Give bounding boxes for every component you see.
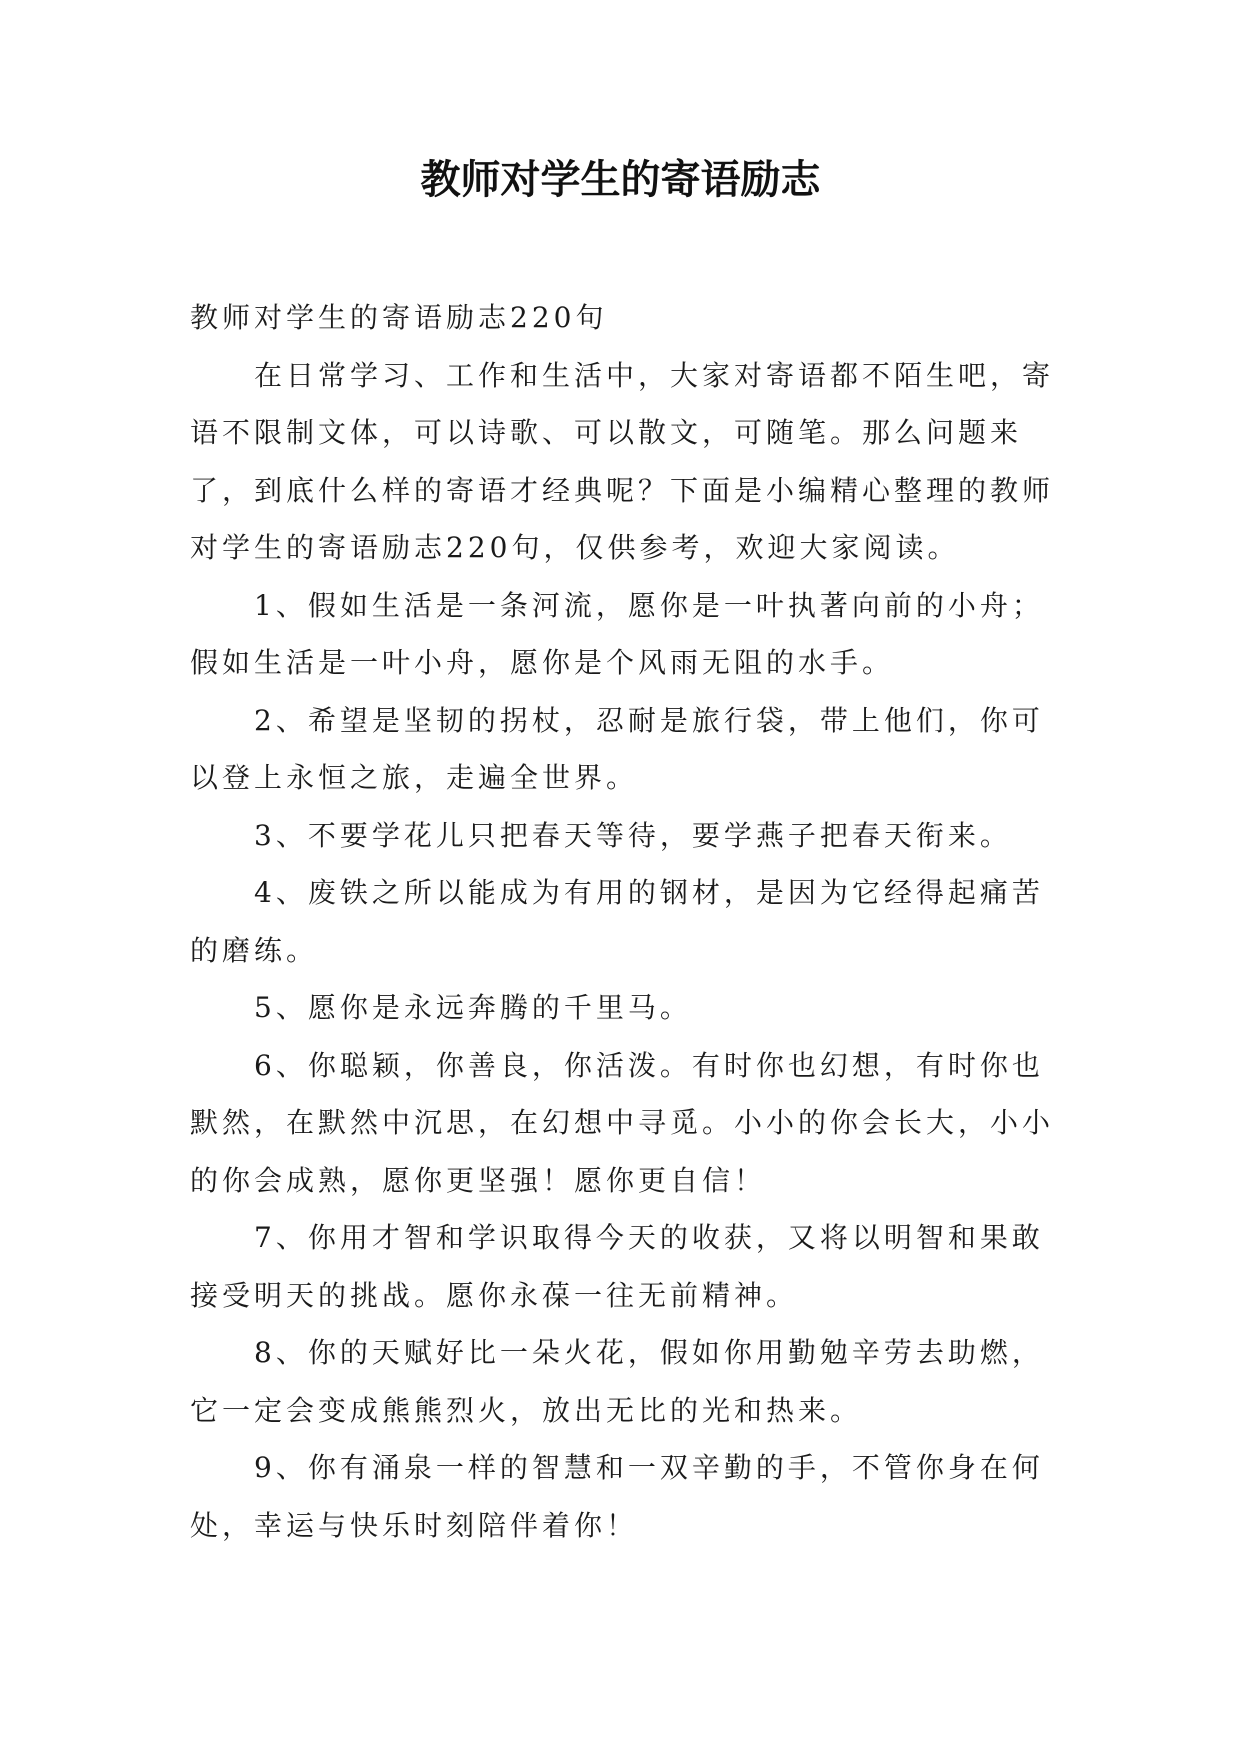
quote-paragraph: 2、希望是坚韧的拐杖，忍耐是旅行袋，带上他们，你可以登上永恒之旅，走遍全世界。	[190, 703, 1044, 794]
document-body	[190, 289, 1054, 1554]
quote-paragraph: 3、不要学花儿只把春天等待，要学燕子把春天衔来。	[254, 818, 1012, 852]
quote-paragraph: 6、你聪颖，你善良，你活泼。有时你也幻想，有时你也默然，在默然中沉思，在幻想中寻觅。小小的你会长大，小小的你会成熟，愿你更坚强！愿你更自信！	[190, 1048, 1055, 1197]
intro-paragraph: 在日常学习、工作和生活中，大家对寄语都不陌生吧，寄语不限制文体，可以诗歌、可以散文，可随笔。那么问题来了，到底什么样的寄语才经典呢？下面是小编精心整理的教师对学生的寄语励志220句，仅供参考，欢迎大家阅读。	[190, 358, 1055, 564]
document-title: 教师对学生的寄语励志	[420, 157, 821, 203]
quote-paragraph: 9、你有涌泉一样的智慧和一双辛勤的手，不管你身在何处，幸运与快乐时刻陪伴着你！	[190, 1451, 1044, 1542]
quote-paragraph: 5、愿你是永远奔腾的千里马。	[254, 991, 692, 1024]
quote-paragraph: 7、你用才智和学识取得今天的收获，又将以明智和果敢接受明天的挑战。愿你永葆一往无前精神。	[190, 1221, 1044, 1312]
quote-paragraph: 4、废铁之所以能成为有用的钢材，是因为它经得起痛苦的磨练。	[190, 876, 1044, 967]
quote-paragraph: 8、你的天赋好比一朵火花，假如你用勤勉辛劳去助燃，它一定会变成熊熊烈火，放出无比的光和热来。	[190, 1336, 1044, 1427]
document-subtitle: 教师对学生的寄语励志220句	[190, 301, 608, 334]
quote-paragraph: 1、假如生活是一条河流，愿你是一叶执著向前的小舟；假如生活是一叶小舟，愿你是个风雨无阻的水手。	[190, 588, 1044, 679]
